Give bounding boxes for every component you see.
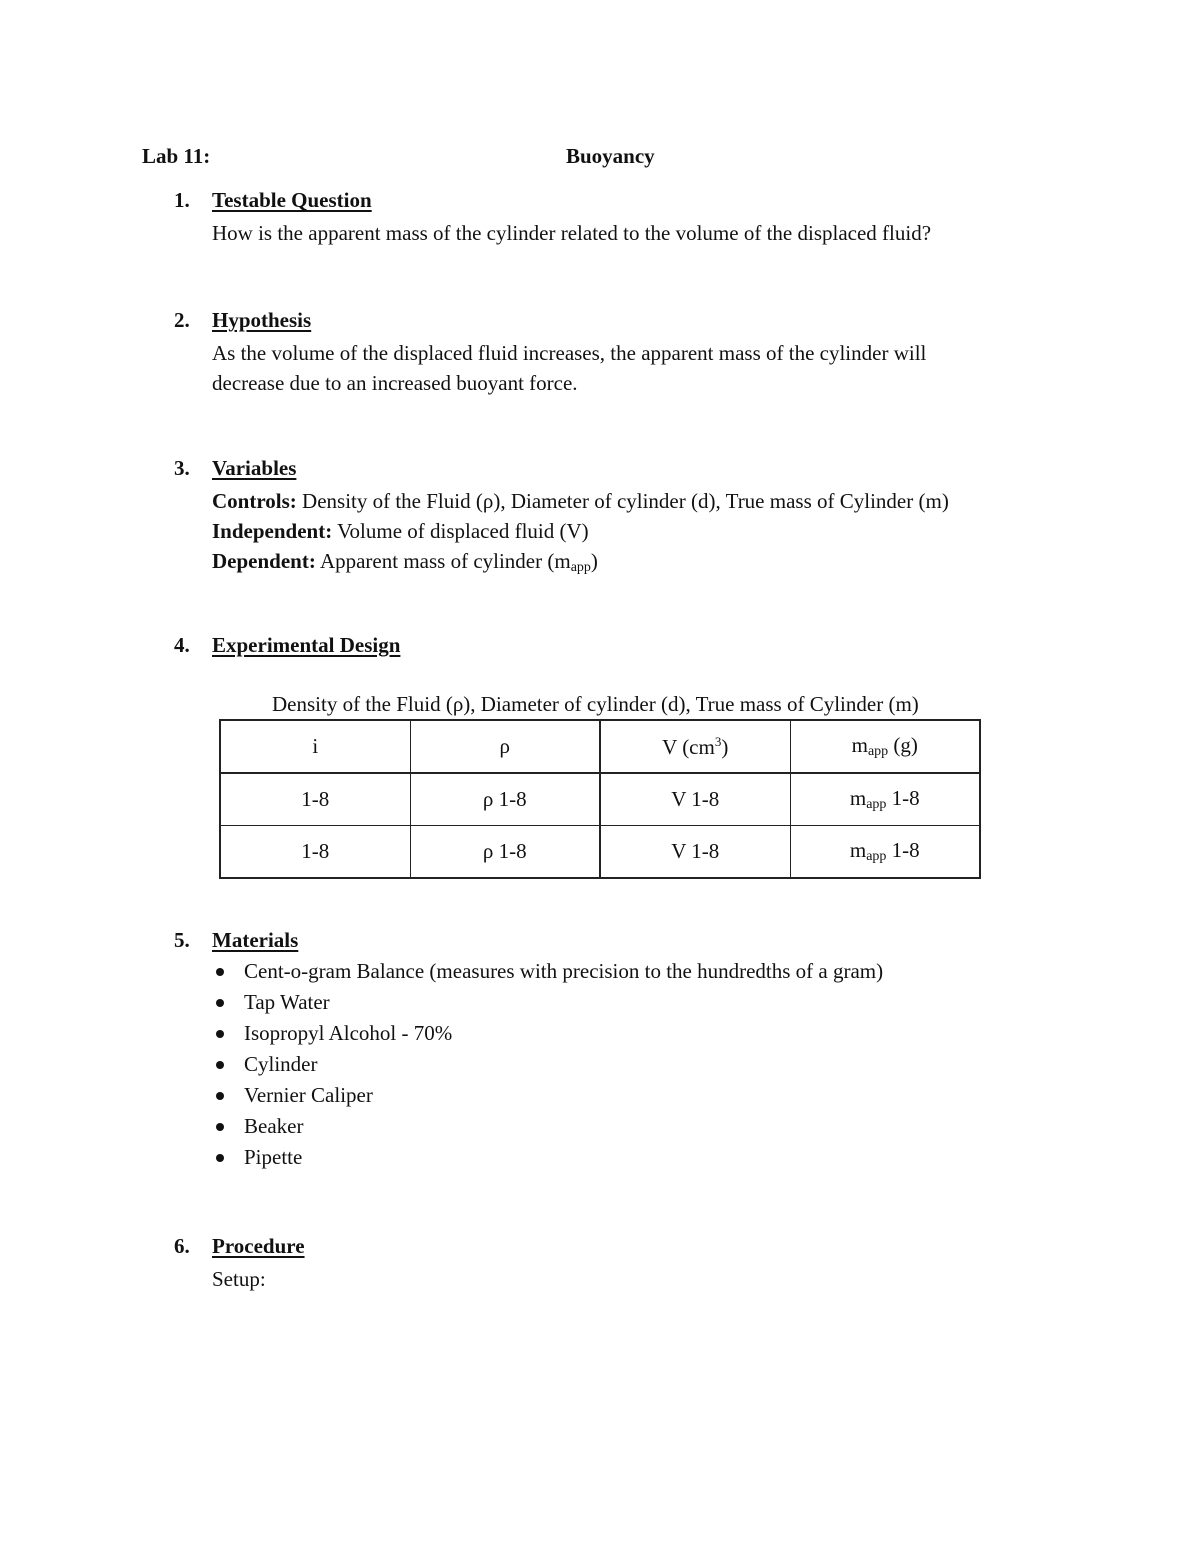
table-caption: Density of the Fluid (ρ), Diameter of cylinder (d), True mass of Cylinder (m) <box>272 692 919 716</box>
section-body <box>212 338 1072 398</box>
list-item <box>174 1049 1072 1080</box>
independent-text: Volume of displaced fluid (V) <box>337 519 589 543</box>
lab-number: Lab 11: <box>142 144 211 168</box>
independent-line <box>212 516 1072 546</box>
hypothesis-line-1: As the volume of the displaced fluid increases, the apparent mass of the cylinder will <box>212 341 927 365</box>
section-title: Variables <box>212 456 297 480</box>
bullet-icon <box>216 1030 224 1038</box>
table-header-cell <box>600 720 790 773</box>
dependent-label: Dependent: <box>212 549 316 573</box>
section-body <box>212 486 1072 583</box>
controls-text: Density of the Fluid (ρ), Diameter of cylinder (d), True mass of Cylinder (m) <box>302 489 949 513</box>
table-cell <box>790 826 980 879</box>
independent-label: Independent: <box>212 519 333 543</box>
volume-superscript: 3 <box>714 733 722 749</box>
mass-label: m <box>851 733 868 757</box>
section-number: 5. <box>174 928 190 952</box>
section-number: 3. <box>174 456 190 480</box>
mass-unit: (g) <box>888 733 918 757</box>
mass-label: m <box>849 786 867 810</box>
list-item <box>174 1111 1072 1142</box>
bullet-icon <box>216 968 224 976</box>
list-item <box>174 1142 1072 1173</box>
section-number: 6. <box>174 1234 190 1258</box>
material-name: Vernier Caliper <box>244 1083 373 1107</box>
table-cell: 1-8 <box>220 826 410 879</box>
section-title: Experimental Design <box>212 633 401 657</box>
bullet-icon <box>216 999 224 1007</box>
table-cell: V 1-8 <box>600 773 790 826</box>
list-item <box>174 987 1072 1018</box>
section-number: 4. <box>174 633 190 657</box>
section-number: 2. <box>174 308 190 332</box>
material-name: Cylinder <box>244 1052 318 1076</box>
lab-topic: Buoyancy <box>566 144 655 168</box>
list-item <box>174 956 1072 987</box>
materials-list-container <box>212 956 1072 1173</box>
list-item <box>174 1080 1072 1111</box>
materials-list <box>174 956 1072 1173</box>
section-title: Materials <box>212 928 299 952</box>
question-text: How is the apparent mass of the cylinder related to the volume of the displaced fluid? <box>212 221 932 245</box>
controls-line <box>212 486 1072 516</box>
table-row <box>220 773 980 826</box>
bullet-icon <box>216 1092 224 1100</box>
table-cell: 1-8 <box>220 773 410 826</box>
table-cell: ρ 1-8 <box>410 826 600 879</box>
mass-range: 1-8 <box>886 838 920 862</box>
bullet-icon <box>216 1061 224 1069</box>
section-title: Procedure <box>212 1234 305 1258</box>
section-body <box>212 218 1072 248</box>
dependent-text: Apparent mass of cylinder (m <box>319 549 571 573</box>
mass-subscript: app <box>867 744 889 759</box>
table-cell <box>790 773 980 826</box>
section-title: Testable Question <box>212 188 372 212</box>
controls-label: Controls: <box>212 489 297 513</box>
material-name: Pipette <box>244 1145 303 1169</box>
mass-range: 1-8 <box>886 786 920 810</box>
hypothesis-line-2: decrease due to an increased buoyant force. <box>212 371 578 395</box>
material-name: Beaker <box>244 1114 304 1138</box>
volume-close: ) <box>721 734 729 759</box>
mass-label: m <box>849 838 867 862</box>
section-title: Hypothesis <box>212 308 312 332</box>
procedure-setup: Setup: <box>212 1267 266 1291</box>
table-header-cell: i <box>220 720 410 773</box>
volume-label: V (cm <box>662 734 715 759</box>
mass-subscript: app <box>866 849 887 864</box>
section-number: 1. <box>174 188 190 212</box>
table-row <box>220 826 980 879</box>
design-table <box>219 719 981 879</box>
section-body <box>212 1264 1072 1294</box>
table-cell: V 1-8 <box>600 826 790 879</box>
bullet-icon <box>216 1123 224 1131</box>
document-header <box>142 144 1042 172</box>
material-name: Isopropyl Alcohol - 70% <box>244 1021 453 1045</box>
list-item <box>174 1018 1072 1049</box>
mass-subscript: app <box>866 797 887 812</box>
table-header-cell: ρ <box>410 720 600 773</box>
dependent-line <box>212 546 1072 583</box>
dependent-subscript: app <box>570 560 591 575</box>
table-cell: ρ 1-8 <box>410 773 600 826</box>
bullet-icon <box>216 1154 224 1162</box>
material-name: Tap Water <box>244 990 330 1014</box>
table-header-row <box>220 720 980 773</box>
dependent-close: ) <box>590 549 598 573</box>
material-name: Cent-o-gram Balance (measures with precision to the hundredths of a gram) <box>244 959 884 983</box>
table-header-cell <box>790 720 980 773</box>
